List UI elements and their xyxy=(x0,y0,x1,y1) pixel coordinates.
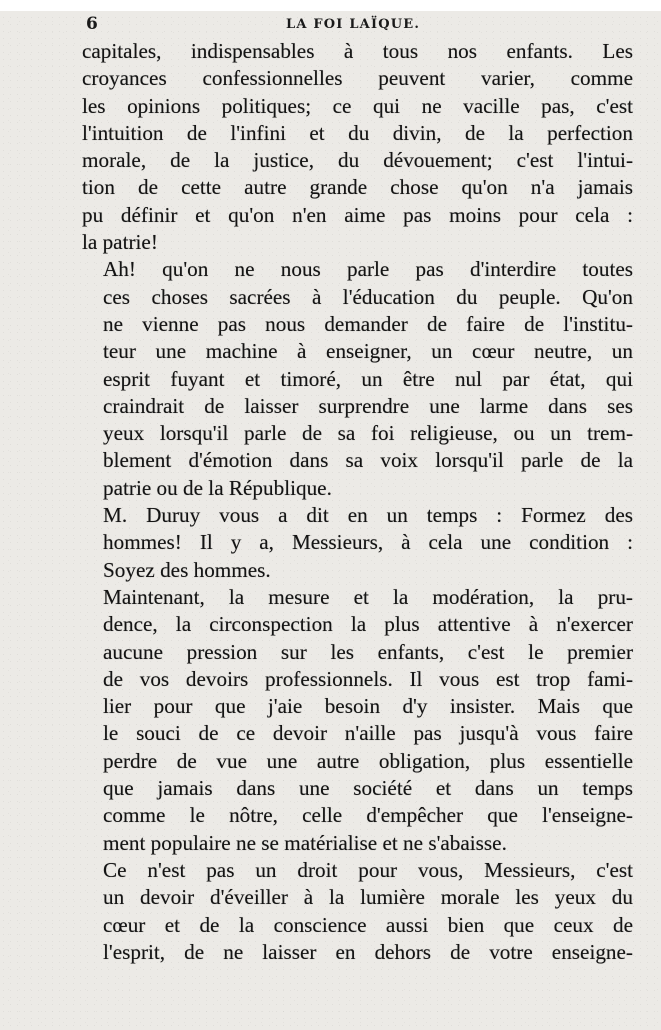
text-line: tion de cette autre grande chose qu'on n'a jamais xyxy=(82,175,633,200)
text-line: ces choses sacrées à l'éducation du peuple. Qu'on xyxy=(103,284,633,309)
text-line: M. Duruy vous a dit en un temps : Formez des xyxy=(103,503,633,528)
text-line: perdre de vue une autre obligation, plus essentielle xyxy=(103,748,633,773)
text-line: hommes! Il y a, Messieurs, à cela une condition : xyxy=(103,530,633,555)
paragraph-5 xyxy=(82,857,633,966)
text-line: pu définir et qu'on n'en aime pas moins pour cela : xyxy=(82,202,633,227)
text-line: teur une machine à enseigner, un cœur neutre, un xyxy=(103,339,633,364)
text-line: capitales, indispensables à tous nos enfants. Les xyxy=(82,39,633,63)
page-number: 6 xyxy=(86,14,98,34)
text-line: dence, la circonspection la plus attentive à n'exercer xyxy=(103,612,633,637)
text-line: Maintenant, la mesure et la modération, la pru- xyxy=(103,584,633,609)
text-line: patrie ou de la République. xyxy=(103,475,332,500)
text-line: le souci de ce devoir n'aille pas jusqu'à vous faire xyxy=(103,721,633,746)
text-line: Ah! qu'on ne nous parle pas d'interdire toutes xyxy=(103,257,633,282)
text-line: la patrie! xyxy=(82,230,158,255)
text-line: ne vienne pas nous demander de faire de l'institu- xyxy=(103,311,633,336)
running-head xyxy=(86,14,635,36)
paragraph-1 xyxy=(82,38,633,256)
text-line: que jamais dans une société et dans un temps xyxy=(103,776,633,801)
text-line: Soyez des hommes. xyxy=(103,557,271,582)
text-line: ment populaire ne se matérialise et ne s'abaisse. xyxy=(103,830,507,855)
text-line: aucune pression sur les enfants, c'est le premier xyxy=(103,639,633,664)
text-line: l'esprit, de ne laisser en dehors de votre enseigne- xyxy=(103,939,633,964)
running-title: LA FOI LAÏQUE. xyxy=(286,17,421,32)
text-line: un devoir d'éveiller à la lumière morale les yeux du xyxy=(103,885,633,910)
paragraph-2 xyxy=(82,256,633,502)
text-line: les opinions politiques; ce qui ne vacille pas, c'est xyxy=(82,93,633,118)
text-line: comme le nôtre, celle d'empêcher que l'enseigne- xyxy=(103,803,633,828)
text-line: blement d'émotion dans sa voix lorsqu'il parle de la xyxy=(103,448,633,473)
text-line: l'intuition de l'infini et du divin, de la perfection xyxy=(82,120,633,145)
text-line: cœur et de la conscience aussi bien que ceux de xyxy=(103,912,633,937)
text-line: de vos devoirs professionnels. Il vous est trop fami- xyxy=(103,666,633,691)
text-line: craindrait de laisser surprendre une larme dans ses xyxy=(103,393,633,418)
page-top-edge xyxy=(0,0,661,11)
text-line: croyances confessionnelles peuvent varier, comme xyxy=(82,66,633,91)
text-line: lier pour que j'aie besoin d'y insister. Mais que xyxy=(103,694,633,719)
text-line: yeux lorsqu'il parle de sa foi religieuse, ou un trem- xyxy=(103,421,633,446)
text-line: Ce n'est pas un droit pour vous, Messieurs, c'est xyxy=(103,857,633,882)
text-line: morale, de la justice, du dévouement; c'est l'intui- xyxy=(82,148,633,173)
paragraph-4 xyxy=(82,584,633,857)
text-line: esprit fuyant et timoré, un être nul par état, qui xyxy=(103,366,633,391)
body-text xyxy=(82,38,633,966)
paragraph-3 xyxy=(82,502,633,584)
